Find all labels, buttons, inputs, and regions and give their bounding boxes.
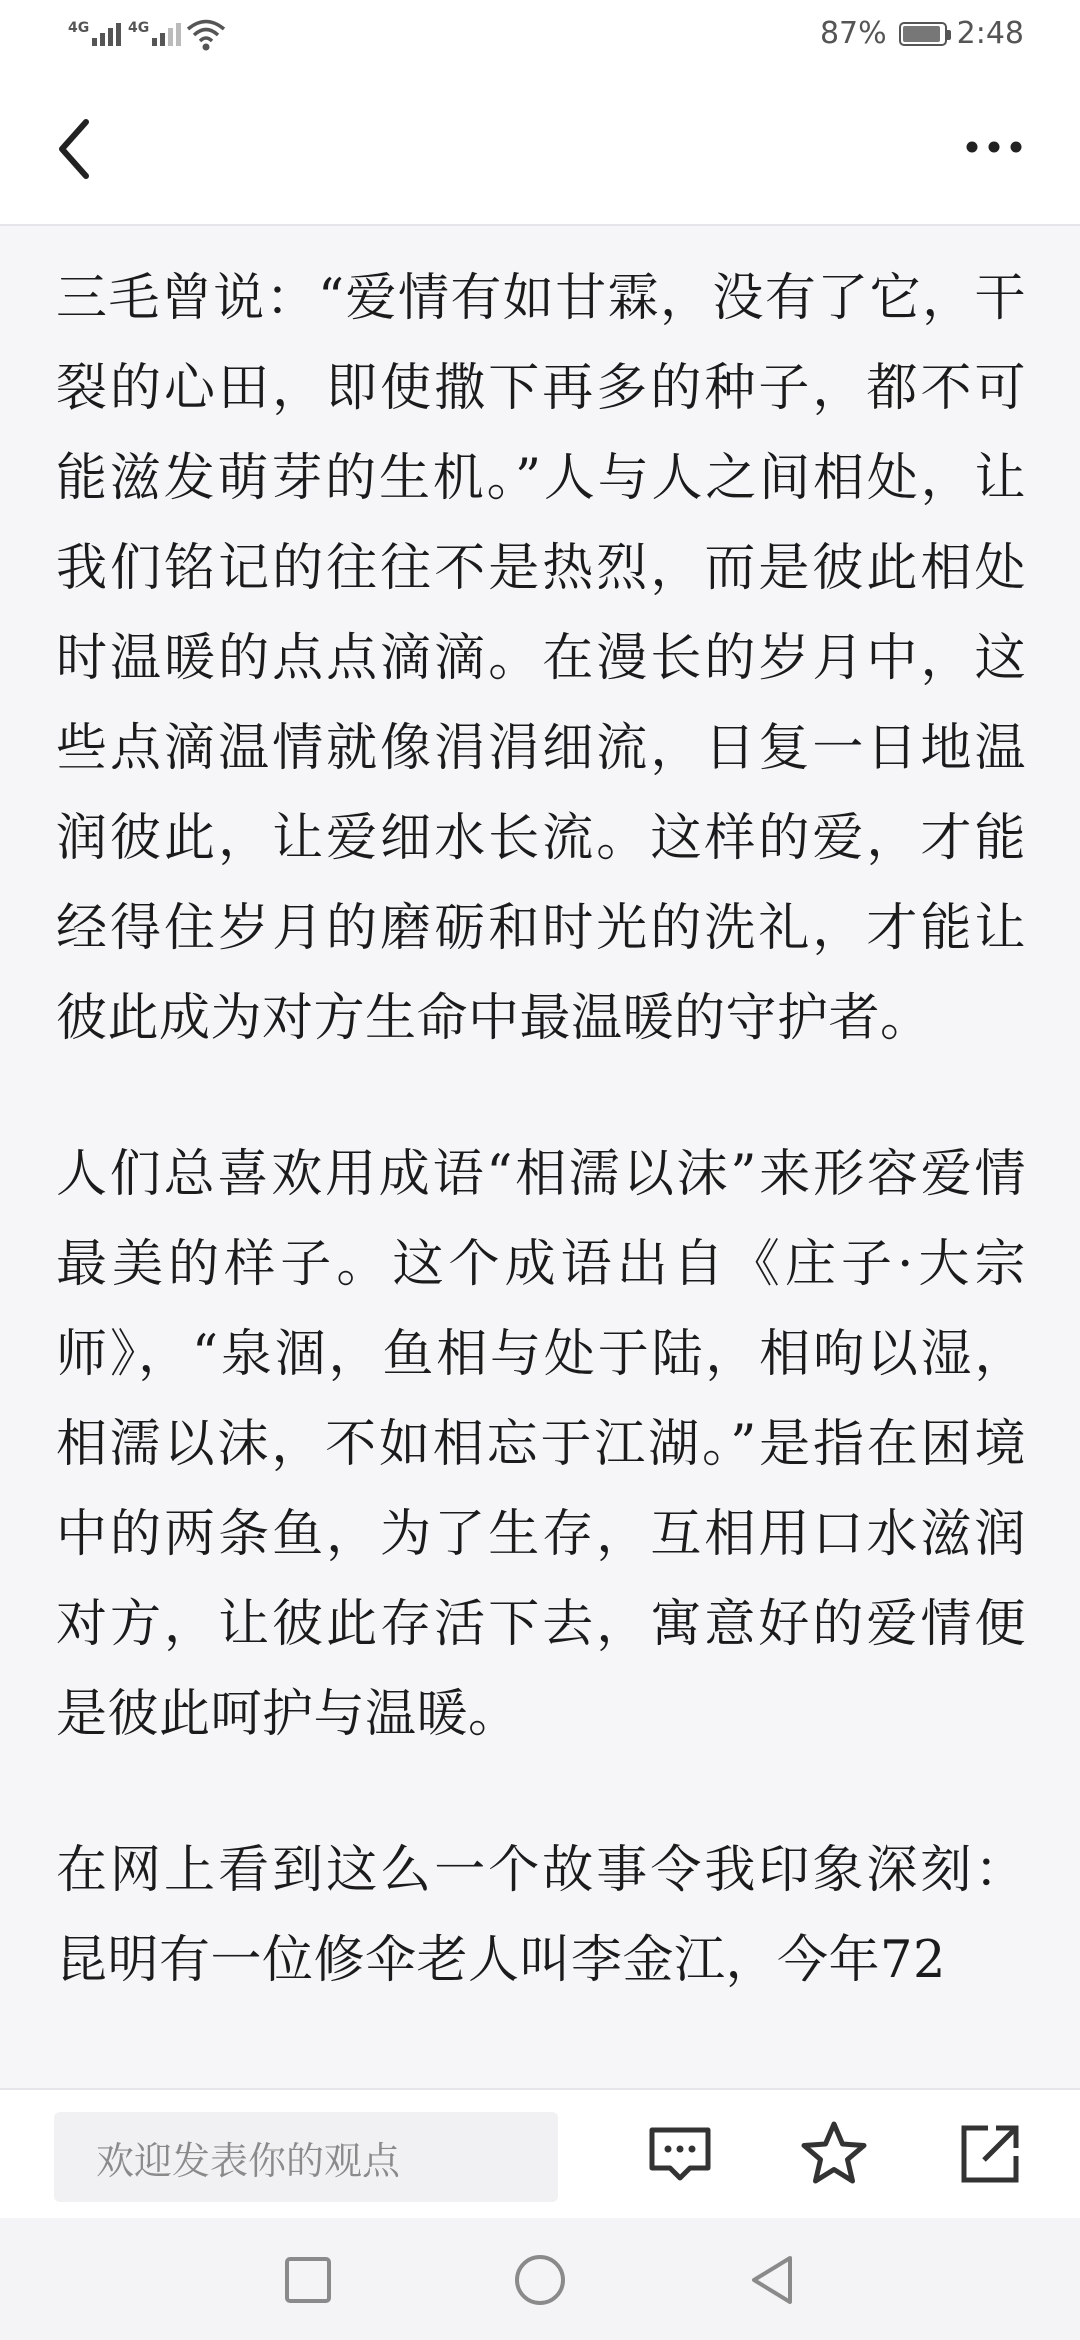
- comment-button[interactable]: [644, 2118, 716, 2190]
- home-button[interactable]: [510, 2250, 570, 2310]
- wifi-icon: [186, 18, 226, 52]
- comment-input[interactable]: [54, 2112, 558, 2202]
- more-dots-icon: [958, 122, 1038, 172]
- system-nav-bar: [0, 2218, 1080, 2340]
- system-back-button[interactable]: [742, 2250, 802, 2310]
- more-button[interactable]: [958, 122, 1038, 172]
- star-icon: [798, 2118, 870, 2190]
- status-right-group: [820, 16, 1024, 51]
- network-type-label-2: 4G: [128, 20, 150, 36]
- article-paragraph: 三毛曾说：“爱情有如甘霖，没有了它，干裂的心田，即使撒下再多的种子，都不可能滋发萌芽的生机。”人与人之间相处，让我们铭记的往往不是热烈，而是彼此相处时温暖的点点滴滴。在漫长的岁月中，这些点滴温情就像涓涓细流，日复一日地温润彼此，让爱细水长流。这样的爱，才能经得住岁月的磨砺和时光的洗礼，才能让彼此成为对方生命中最温暖的守护者。: [56, 269, 1026, 1048]
- battery-icon: [899, 22, 947, 46]
- article-paragraph: 人们总喜欢用成语“相濡以沫”来形容爱情最美的样子。这个成语出自《庄子·大宗师》，“泉涸，鱼相与处于陆，相呴以湿，相濡以沫，不如相忘于江湖。”是指在困境中的两条鱼，为了生存，互相用口水滋润对方，让彼此存活下去，寓意好的爱情便是彼此呵护与温暖。: [56, 1145, 1026, 1744]
- comment-icon: [644, 2118, 716, 2190]
- share-button[interactable]: [954, 2118, 1026, 2190]
- clock: 2:48: [956, 16, 1024, 51]
- signal-1-icon: [68, 20, 121, 46]
- comment-placeholder: 欢迎发表你的观点: [96, 2138, 401, 2183]
- network-type-label-1: 4G: [68, 20, 90, 36]
- status-bar: [0, 0, 1080, 74]
- favorite-button[interactable]: [798, 2118, 870, 2190]
- article-paragraph: 在网上看到这么一个故事令我印象深刻：昆明有一位修伞老人叫李金江，今年72: [56, 1841, 1026, 1990]
- top-nav-bar: [0, 74, 1080, 226]
- chevron-left-icon: [52, 114, 112, 184]
- home-circle-icon: [510, 2250, 570, 2310]
- recent-apps-square-icon: [278, 2250, 338, 2310]
- signal-2-icon: [128, 20, 181, 46]
- bottom-action-bar: [0, 2088, 1080, 2218]
- battery-percent: 87%: [819, 16, 887, 51]
- share-icon: [954, 2118, 1026, 2190]
- recent-apps-button[interactable]: [278, 2250, 338, 2310]
- back-triangle-icon: [742, 2250, 802, 2310]
- article-body: [0, 226, 1080, 2088]
- back-button[interactable]: [52, 114, 112, 184]
